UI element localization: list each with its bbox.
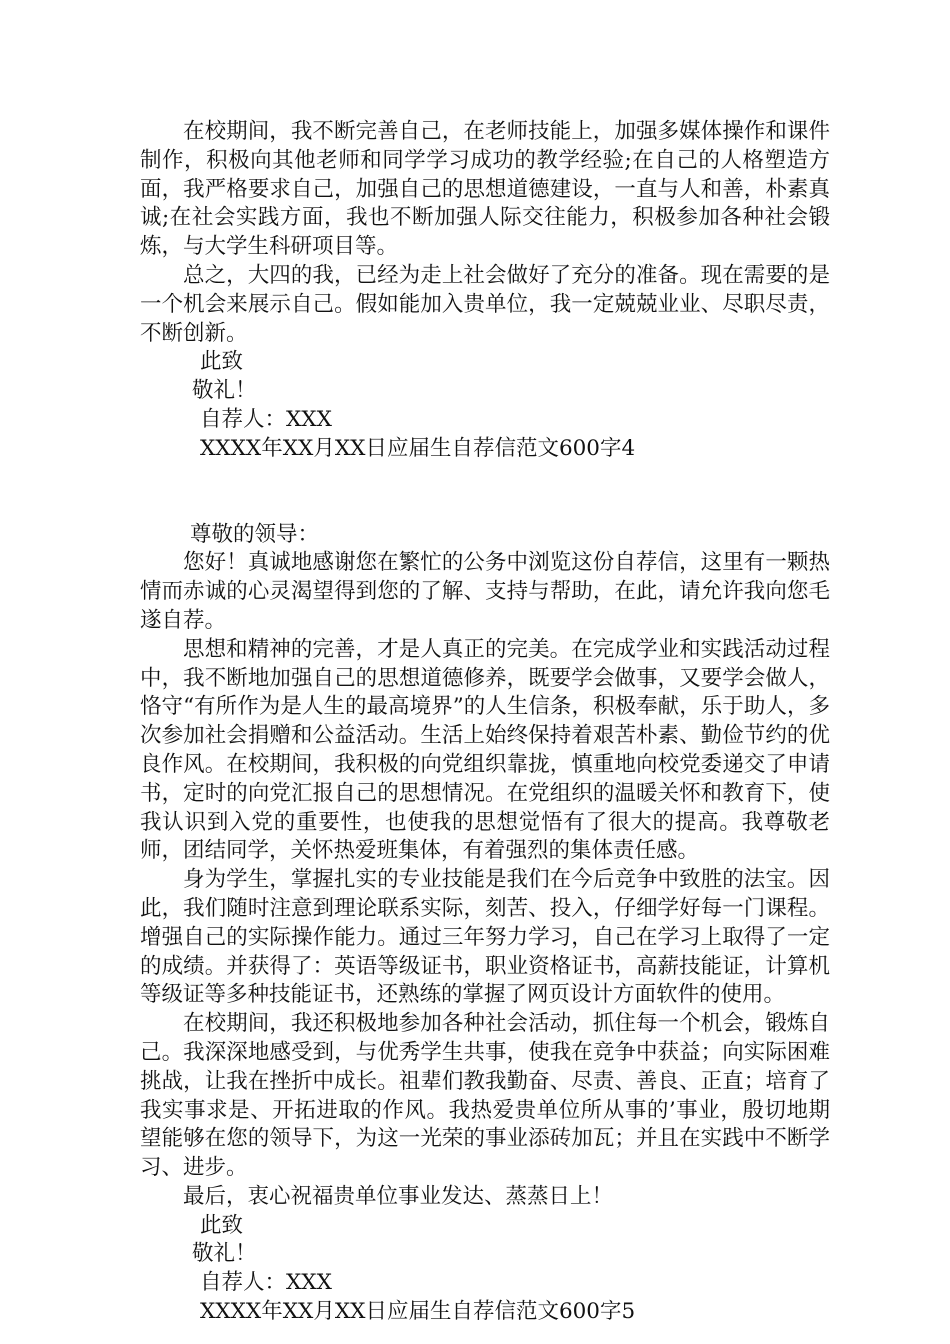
signature: 自荐人：XXX xyxy=(200,406,332,432)
closing: 敬礼！ xyxy=(192,378,257,404)
date-title: XXXX年XX月XX日应届生自荐信范文600字5 xyxy=(200,1299,636,1325)
greeting: 尊敬的领导： xyxy=(190,521,320,547)
letter-section-2 xyxy=(140,521,830,1327)
body-paragraph: 身为学生，掌握扎实的专业技能是我们在今后竞争中致胜的法宝。因此，我们随时注意到理论联系实际，刻苦、投入，仔细学好每一门课程。增强自己的实际操作能力。通过三年努力学习，自己在学习上取得了一定的成绩。并获得了：英语等级证书，职业资格证书，高薪技能证，计算机等级证等多种技能证书，还熟练的掌握了网页设计方面软件的使用。 xyxy=(140,867,830,1008)
body-paragraph: 在校期间，我不断完善自己，在老师技能上，加强多媒体操作和课件制作，积极向其他老师和同学学习成功的教学经验;在自己的人格塑造方面，我严格要求自己，加强自己的思想道德建设，一直与人和善，朴素真诚;在社会实践方面，我也不断加强人际交往能力，积极参加各种社会锻炼，与大学生科研项目等。 xyxy=(140,119,830,260)
letter-section-1 xyxy=(140,118,830,464)
closing: 敬礼！ xyxy=(192,1241,257,1267)
date-title: XXXX年XX月XX日应届生自荐信范文600字4 xyxy=(200,435,636,461)
salutation: 此致 xyxy=(200,349,244,375)
body-paragraph: 总之，大四的我，已经为走上社会做好了充分的准备。现在需要的是一个机会来展示自己。假如能加入贵单位，我一定兢兢业业、尽职尽责，不断创新。 xyxy=(140,262,830,346)
body-paragraph: 您好！真诚地感谢您在繁忙的公务中浏览这份自荐信，这里有一颗热情而赤诚的心灵渴望得到您的了解、支持与帮助，在此，请允许我向您毛遂自荐。 xyxy=(140,550,830,633)
body-paragraph: 最后，衷心祝福贵单位事业发达、蒸蒸日上！ xyxy=(183,1183,614,1209)
salutation: 此致 xyxy=(200,1212,244,1238)
body-paragraph: 思想和精神的完善，才是人真正的完美。在完成学业和实践活动过程中，我不断地加强自己的思想道德修养，既要学会做事，又要学会做人，恪守“有所作为是人生的最高境界”的人生信条，积极奉献，乐于助人，多次参加社会捐赠和公益活动。生活上始终保持着艰苦朴素、勤俭节约的优良作风。在校期间，我积极的向党组织靠拢，慎重地向校党委递交了申请书，定时的向党汇报自己的思想情况。在党组织的温暖关怀和教育下，使我认识到入党的重要性，也使我的思想觉悟有了很大的提高。我尊敬老师，团结同学，关怀热爱班集体，有着强烈的集体责任感。 xyxy=(140,636,830,864)
document-page xyxy=(140,118,830,1327)
body-paragraph: 在校期间，我还积极地参加各种社会活动，抓住每一个机会，锻炼自己。我深深地感受到，与优秀学生共事，使我在竞争中获益；向实际困难挑战，让我在挫折中成长。祖辈们教我勤奋、尽责、善良、正直；培育了我实事求是、开拓进取的作风。我热爱贵单位所从事的’事业，殷切地期望能够在您的领导下，为这一光荣的事业添砖加瓦；并且在实践中不断学习、进步。 xyxy=(140,1011,830,1181)
signature: 自荐人：XXX xyxy=(200,1270,332,1296)
